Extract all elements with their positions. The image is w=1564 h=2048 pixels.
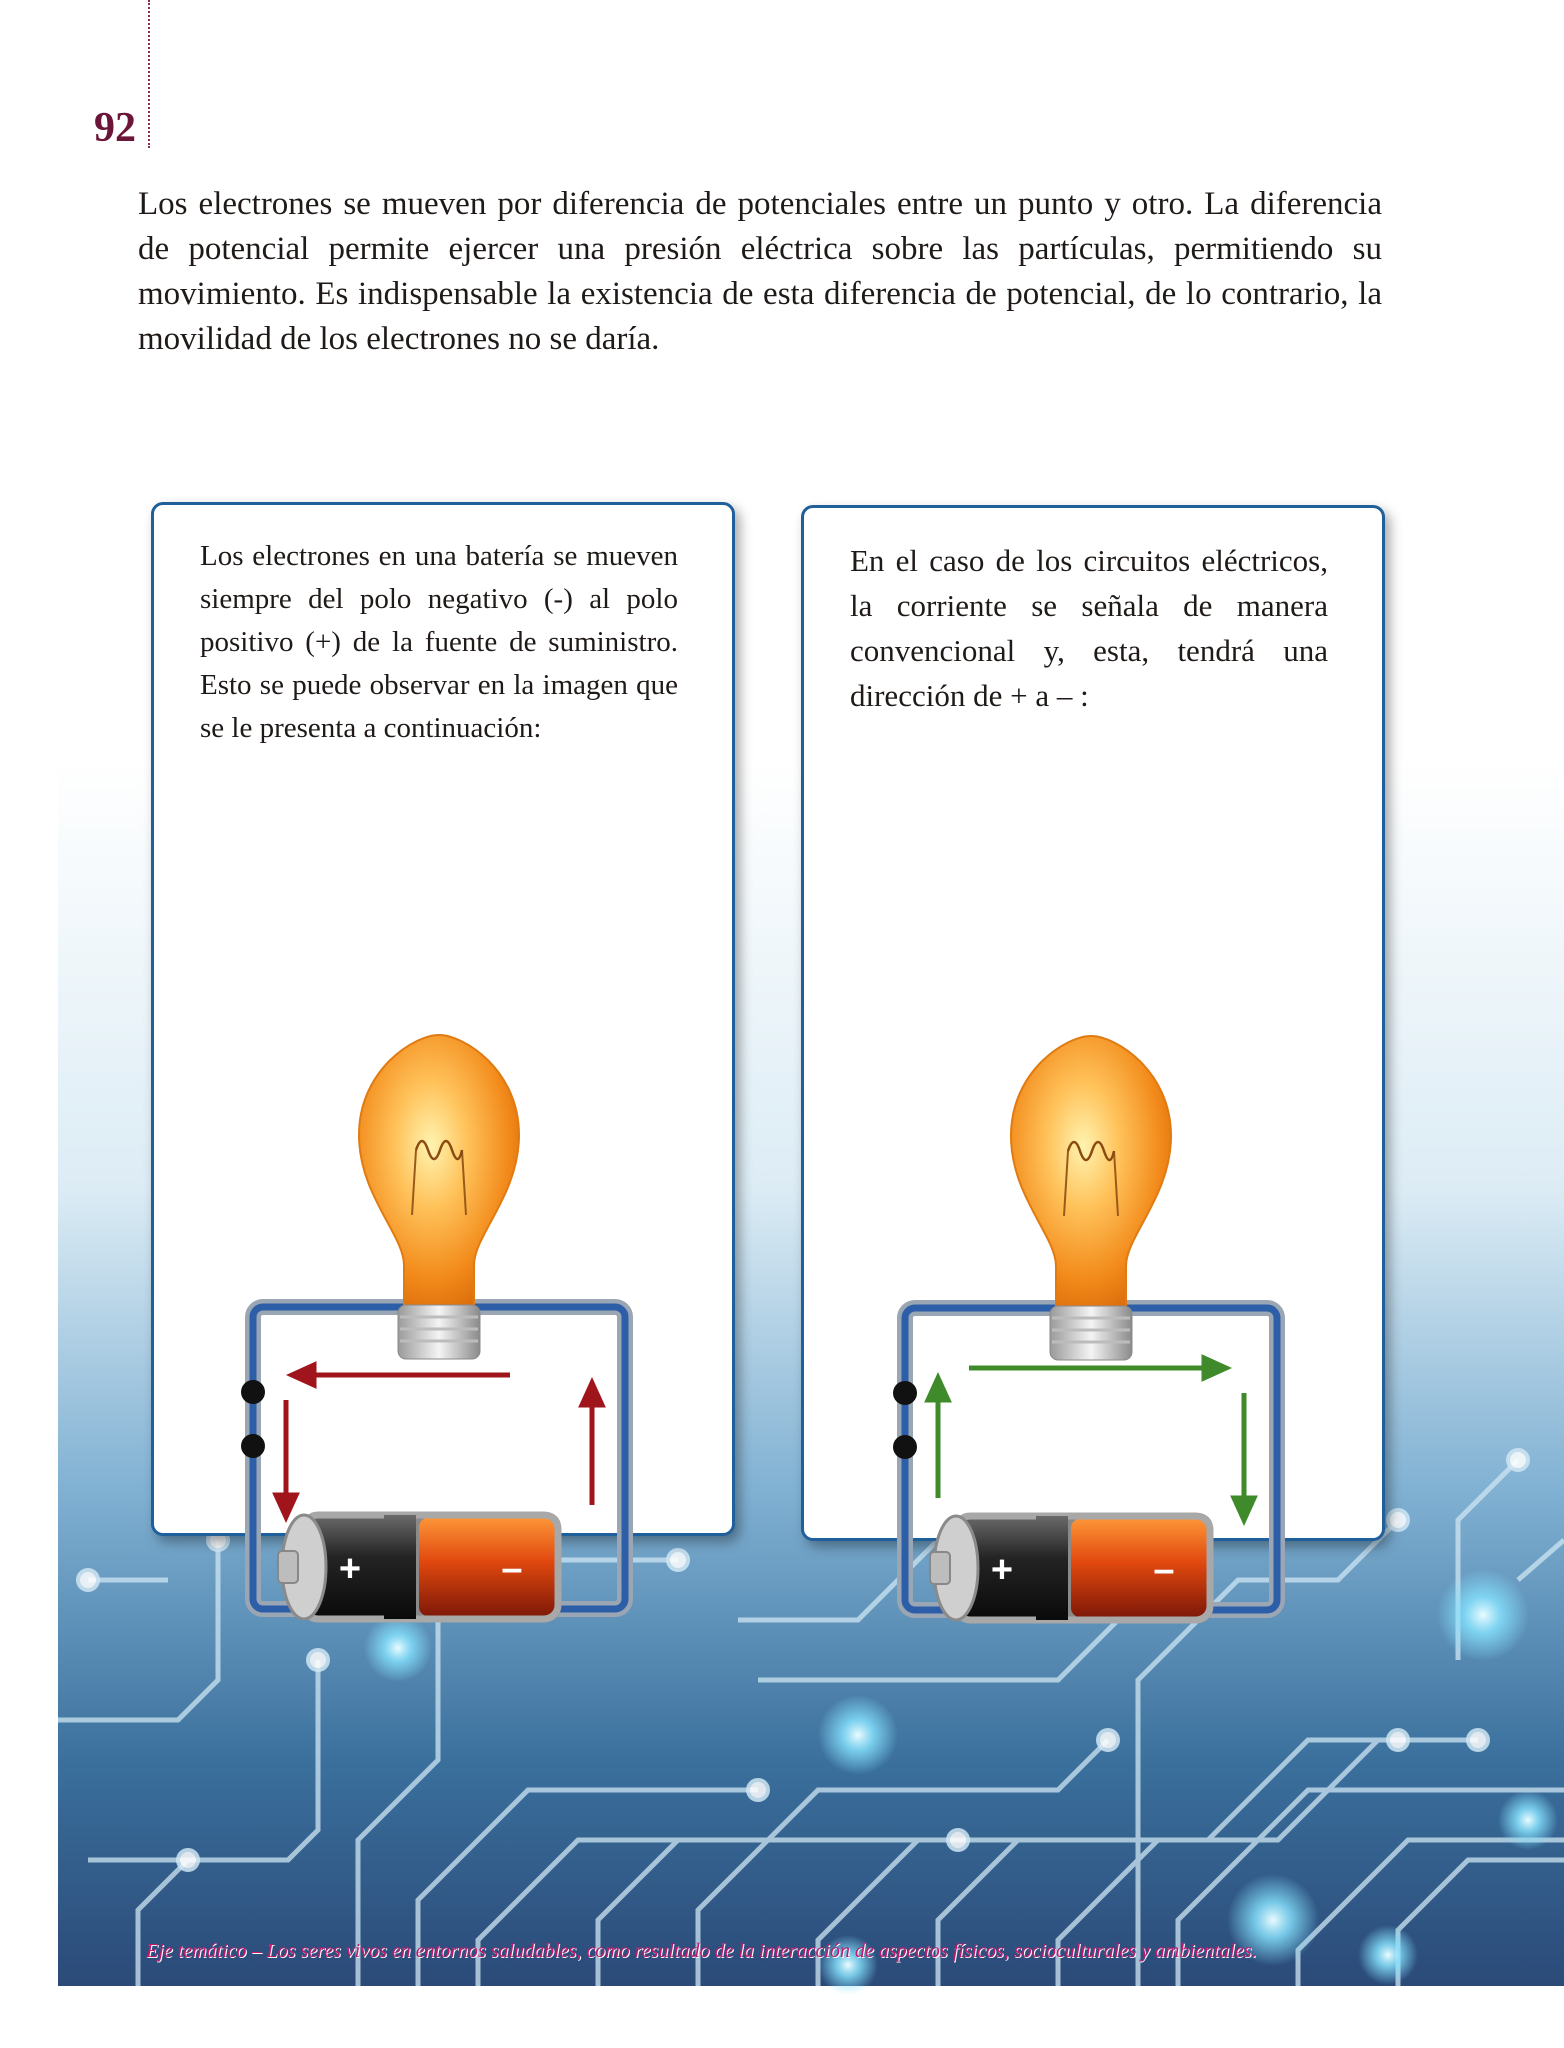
terminal-dot bbox=[241, 1434, 265, 1458]
circuit-diagram-electron-flow bbox=[154, 805, 738, 1590]
conventional-current-arrows bbox=[928, 1358, 1254, 1520]
battery-minus-label: – bbox=[501, 1548, 523, 1590]
battery-plus-label: + bbox=[338, 1548, 362, 1590]
battery-minus-label: – bbox=[1153, 1549, 1175, 1591]
margin-dotted-line bbox=[148, 0, 150, 148]
card-electron-flow bbox=[151, 502, 735, 1590]
battery bbox=[930, 1516, 1210, 1620]
electron-flow-arrows bbox=[276, 1365, 602, 1517]
intro-paragraph: Los electrones se mueven por diferencia de potenciales entre un punto y otro. La diferencia de potencial permite ejercer una presión eléctrica sobre las partículas, permitiendo su movimiento. Es indispensable la existencia de esta diferencia de potencial, de lo contrario, la movilidad de los electrones no se daría. bbox=[138, 186, 1382, 357]
footer-thematic-axis: Eje temático – Los seres vivos en entornos saludables, como resultado de la interacción de aspectos físicos, socioculturales y ambientales. bbox=[146, 1940, 1257, 1962]
page-number: 92 bbox=[94, 105, 136, 151]
terminal-dot bbox=[241, 1380, 265, 1404]
terminal-dot bbox=[893, 1435, 917, 1459]
terminal-dot bbox=[893, 1381, 917, 1405]
circuit-diagram-conventional-current bbox=[804, 808, 1388, 1591]
battery-plus-label: + bbox=[990, 1549, 1014, 1591]
card-electron-flow-text: Los electrones en una batería se mueven siempre del polo negativo (-) al polo positivo (+) de la fuente de suministro. Esto se puede observar en la imagen que se le presenta a continuación: bbox=[200, 540, 678, 744]
card-conventional-current-text: En el caso de los circuitos eléctricos, la corriente se señala de manera convencional y, esta, tendrá una dirección de + a – : bbox=[850, 543, 1328, 713]
battery bbox=[278, 1515, 558, 1619]
card-conventional-current bbox=[801, 505, 1385, 1591]
